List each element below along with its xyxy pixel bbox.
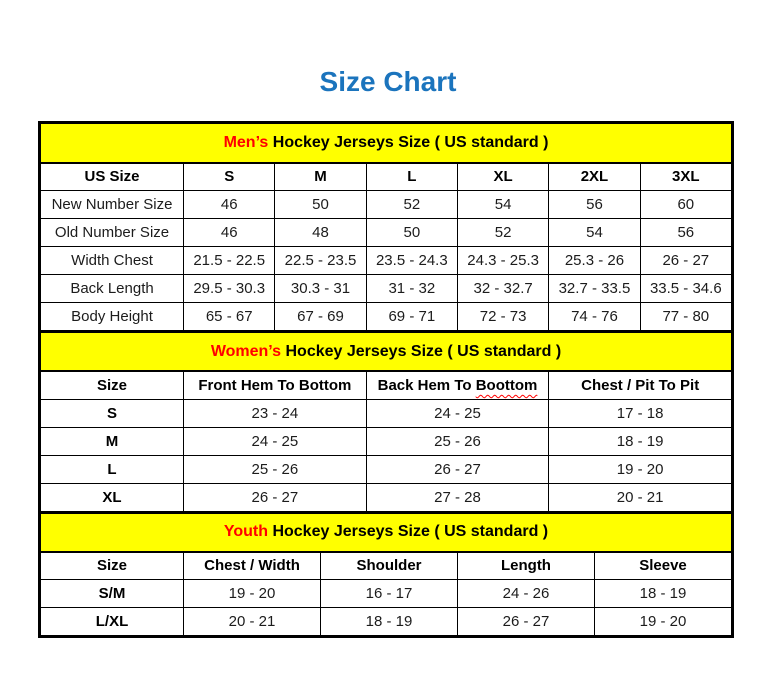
size-value-cell: 25 - 26 (184, 455, 367, 483)
table-row (41, 191, 732, 219)
row-label: S (41, 399, 184, 427)
size-value-cell: 69 - 71 (366, 303, 457, 331)
size-value-cell: 18 - 19 (594, 580, 731, 608)
row-label: New Number Size (41, 191, 184, 219)
size-value-cell: 29.5 - 30.3 (184, 275, 275, 303)
size-value-cell: 46 (184, 219, 275, 247)
size-value-cell: 24.3 - 25.3 (457, 247, 548, 275)
column-header-youth-0: Size (41, 552, 184, 580)
size-value-cell: 26 - 27 (458, 608, 595, 636)
column-header-mens-0: US Size (41, 163, 184, 191)
column-header-mens-5: 2XL (549, 163, 640, 191)
section-title-womens (41, 332, 732, 371)
size-value-cell: 56 (640, 219, 731, 247)
section-title-rest: Hockey Jerseys Size ( US standard ) (268, 523, 549, 540)
column-header-womens-3: Chest / Pit To Pit (549, 371, 732, 399)
section-band-row (41, 124, 732, 163)
column-header-womens-2 (366, 371, 549, 399)
table-row (41, 303, 732, 331)
size-value-cell: 67 - 69 (275, 303, 366, 331)
column-header-mens-1: S (184, 163, 275, 191)
size-value-cell: 54 (549, 219, 640, 247)
size-value-cell: 54 (457, 191, 548, 219)
row-label: XL (41, 483, 184, 511)
table-youth (40, 512, 732, 637)
size-value-cell: 31 - 32 (366, 275, 457, 303)
row-label: Old Number Size (41, 219, 184, 247)
table-row (41, 427, 732, 455)
size-value-cell: 72 - 73 (457, 303, 548, 331)
table-row (41, 580, 732, 608)
size-value-cell: 24 - 25 (366, 399, 549, 427)
row-label: Back Length (41, 275, 184, 303)
size-value-cell: 23.5 - 24.3 (366, 247, 457, 275)
table-row (41, 608, 732, 636)
size-value-cell: 52 (366, 191, 457, 219)
column-header-mens-4: XL (457, 163, 548, 191)
size-value-cell: 77 - 80 (640, 303, 731, 331)
column-header-row (41, 552, 732, 580)
size-value-cell: 25.3 - 26 (549, 247, 640, 275)
size-value-cell: 32 - 32.7 (457, 275, 548, 303)
size-value-cell: 26 - 27 (366, 455, 549, 483)
row-label: Width Chest (41, 247, 184, 275)
size-value-cell: 18 - 19 (549, 427, 732, 455)
size-value-cell: 50 (366, 219, 457, 247)
size-value-cell: 22.5 - 23.5 (275, 247, 366, 275)
size-value-cell: 32.7 - 33.5 (549, 275, 640, 303)
size-value-cell: 60 (640, 191, 731, 219)
misspelled-word: Boottom (475, 376, 538, 394)
table-row (41, 247, 732, 275)
column-header-womens-0: Size (41, 371, 184, 399)
column-header-youth-2: Shoulder (321, 552, 458, 580)
size-value-cell: 48 (275, 219, 366, 247)
size-value-cell: 25 - 26 (366, 427, 549, 455)
size-value-cell: 52 (457, 219, 548, 247)
size-value-cell: 26 - 27 (184, 483, 367, 511)
size-value-cell: 33.5 - 34.6 (640, 275, 731, 303)
table-row (41, 483, 732, 511)
size-value-cell: 74 - 76 (549, 303, 640, 331)
column-header-mens-3: L (366, 163, 457, 191)
table-row (41, 399, 732, 427)
section-title-rest: Hockey Jerseys Size ( US standard ) (268, 133, 549, 151)
section-title-accent: Youth (223, 523, 268, 540)
size-value-cell: 65 - 67 (184, 303, 275, 331)
row-label: Body Height (41, 303, 184, 331)
row-label: L (41, 455, 184, 483)
section-band-row (41, 332, 732, 371)
column-header-youth-3: Length (458, 552, 595, 580)
size-value-cell: 50 (275, 191, 366, 219)
column-header-mens-6: 3XL (640, 163, 731, 191)
size-value-cell: 17 - 18 (549, 399, 732, 427)
row-label: S/M (41, 580, 184, 608)
size-value-cell: 46 (184, 191, 275, 219)
size-value-cell: 26 - 27 (640, 247, 731, 275)
table-womens (40, 331, 732, 512)
column-header-text: Back Hem To (377, 376, 476, 394)
section-title-accent: Women’s (210, 342, 282, 360)
section-band-row (41, 513, 732, 552)
table-row (41, 455, 732, 483)
column-header-row (41, 163, 732, 191)
size-value-cell: 27 - 28 (366, 483, 549, 511)
page-title: Size Chart (319, 66, 457, 97)
column-header-youth-4: Sleeve (594, 552, 731, 580)
size-value-cell: 19 - 20 (549, 455, 732, 483)
row-label: L/XL (41, 608, 184, 636)
size-value-cell: 20 - 21 (184, 608, 321, 636)
section-title-rest: Hockey Jerseys Size ( US standard ) (281, 342, 562, 360)
size-value-cell: 23 - 24 (184, 399, 367, 427)
size-value-cell: 19 - 20 (184, 580, 321, 608)
section-title-mens (41, 124, 732, 163)
size-value-cell: 20 - 21 (549, 483, 732, 511)
size-value-cell: 19 - 20 (594, 608, 731, 636)
table-row (41, 275, 732, 303)
size-value-cell: 24 - 26 (458, 580, 595, 608)
table-row (41, 219, 732, 247)
column-header-row (41, 371, 732, 399)
row-label: M (41, 427, 184, 455)
column-header-youth-1: Chest / Width (184, 552, 321, 580)
column-header-womens-1: Front Hem To Bottom (184, 371, 367, 399)
size-value-cell: 30.3 - 31 (275, 275, 366, 303)
size-tables (38, 121, 734, 638)
size-value-cell: 21.5 - 22.5 (184, 247, 275, 275)
section-title-youth (41, 513, 732, 552)
size-value-cell: 18 - 19 (321, 608, 458, 636)
column-header-mens-2: M (275, 163, 366, 191)
table-mens (40, 123, 732, 331)
size-value-cell: 16 - 17 (321, 580, 458, 608)
size-value-cell: 56 (549, 191, 640, 219)
section-title-accent: Men’s (223, 133, 269, 151)
size-value-cell: 24 - 25 (184, 427, 367, 455)
